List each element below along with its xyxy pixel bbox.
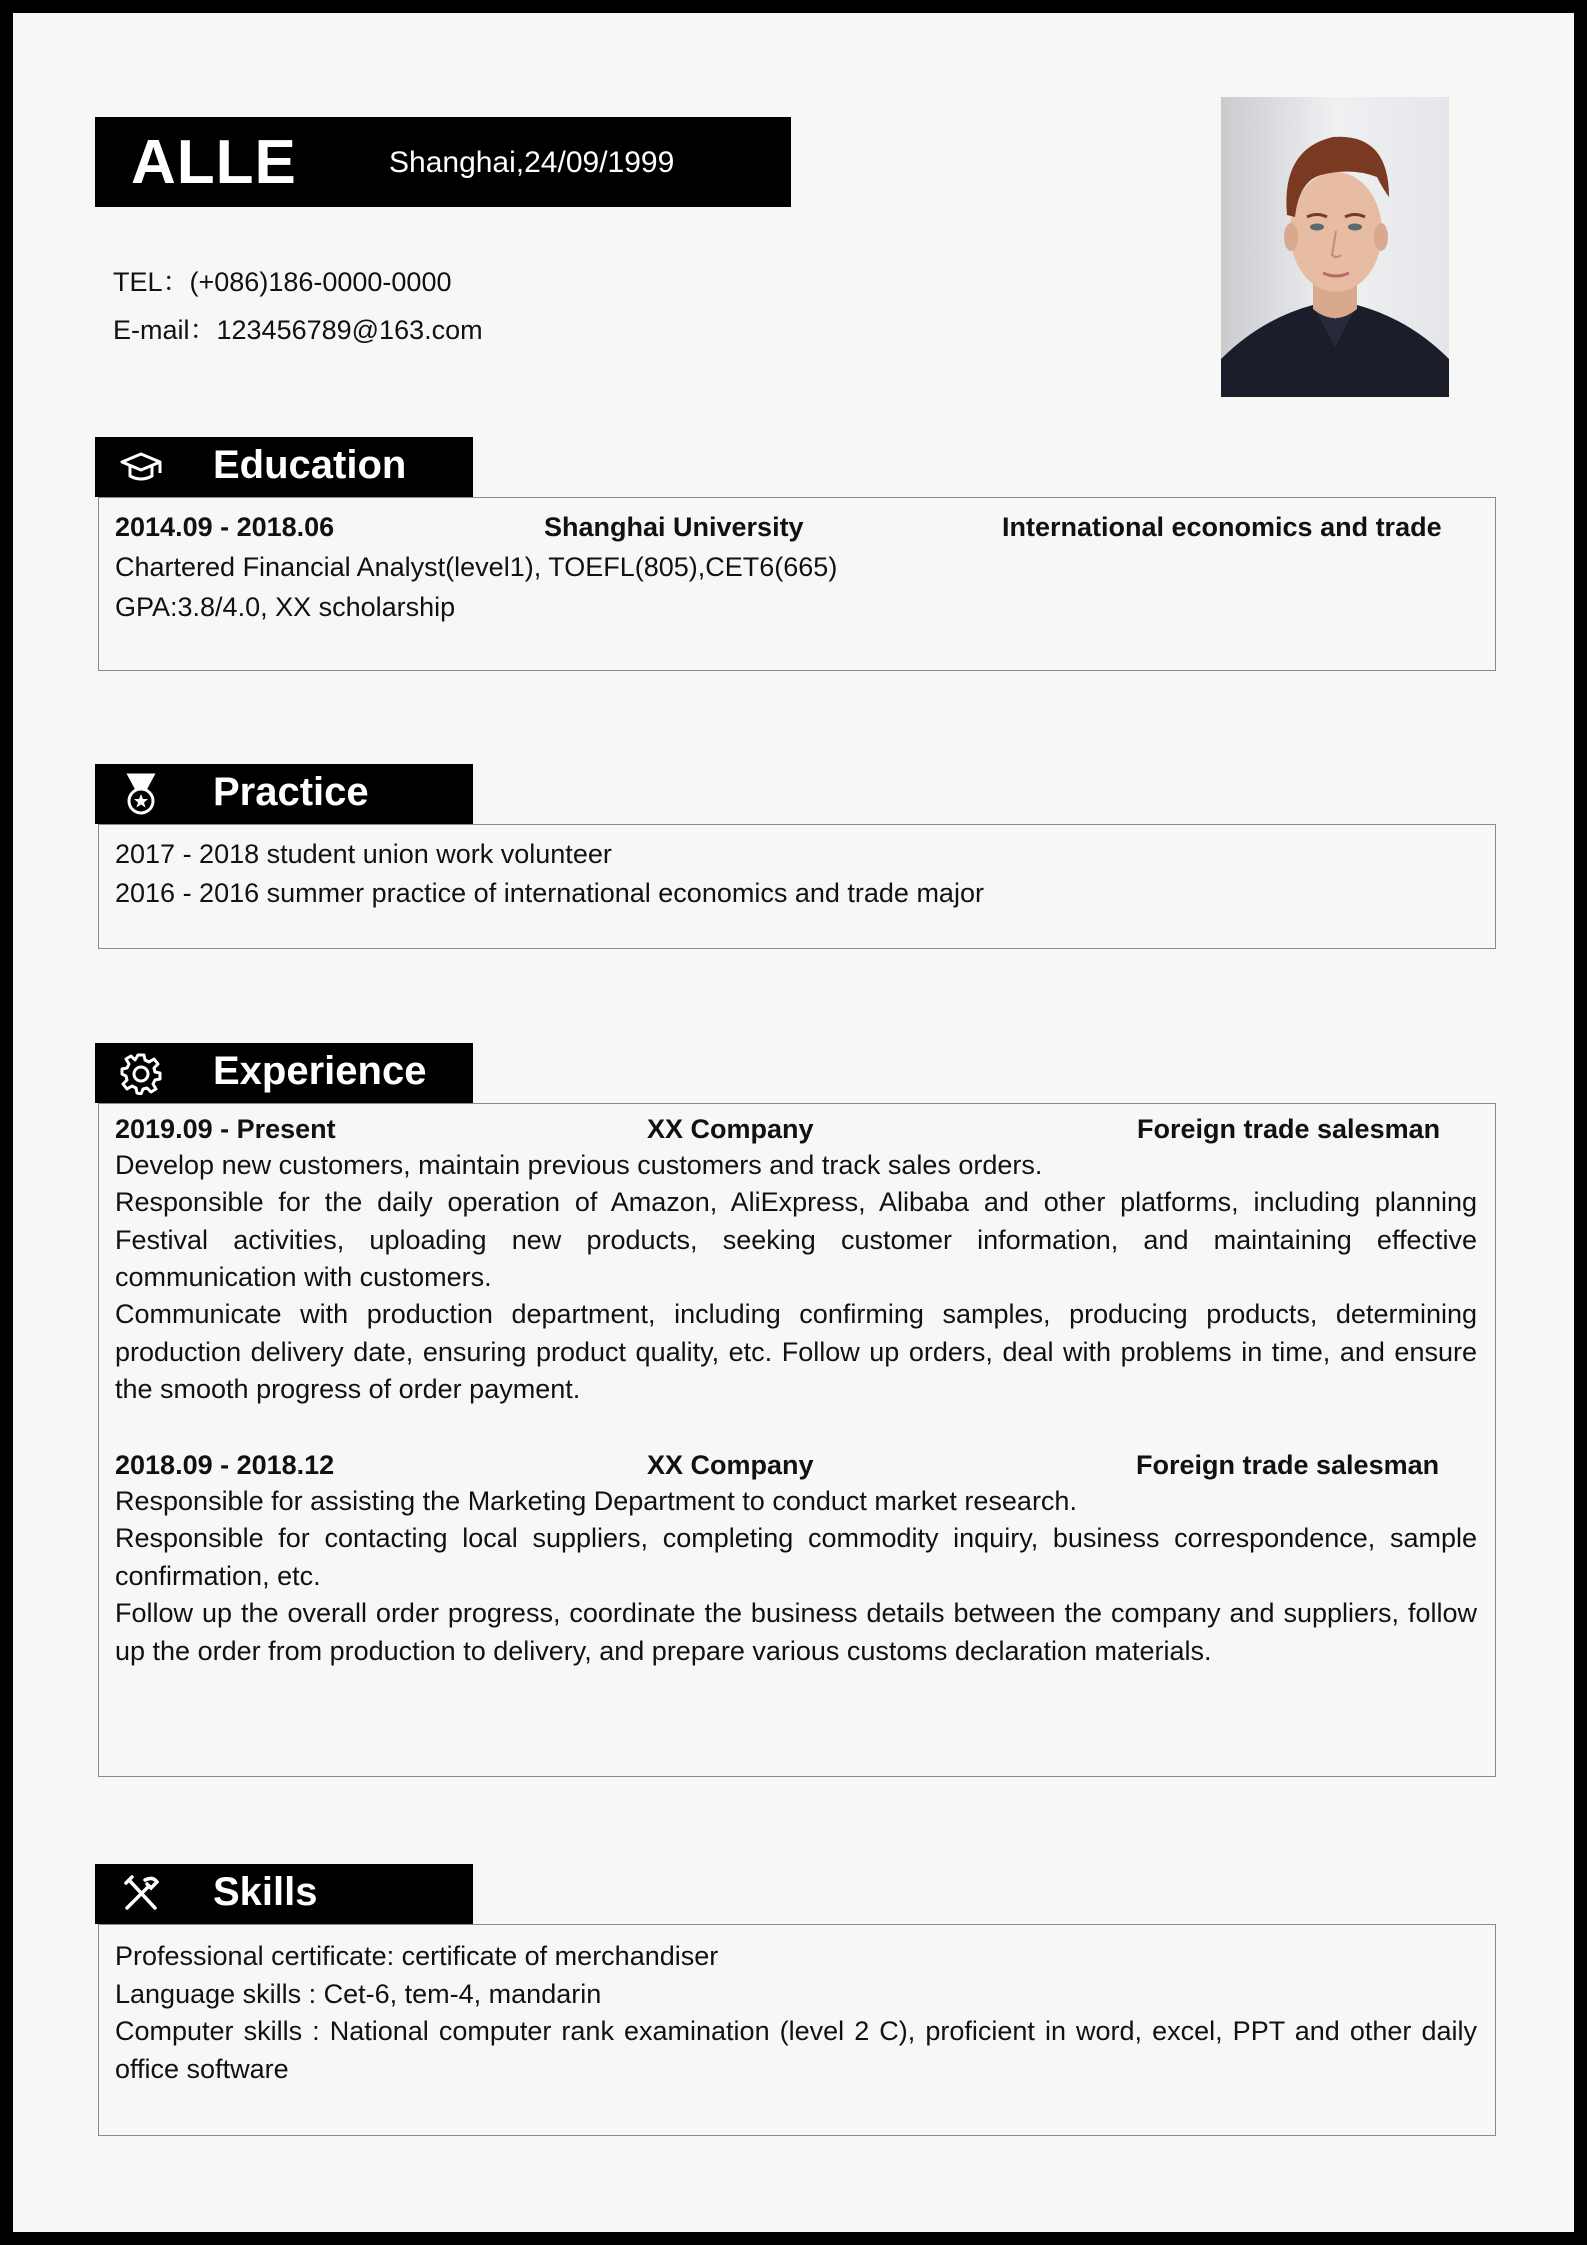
education-certificates: Chartered Financial Analyst(level1), TOEFL(805),CET6(665) (115, 552, 838, 582)
practice-item: 2016 - 2016 summer practice of international economics and trade major (115, 878, 984, 908)
education-title: Education (213, 443, 407, 487)
skills-title: Skills (213, 1870, 318, 1914)
resume-page (13, 13, 1574, 2232)
education-summary-row (115, 509, 1477, 546)
candidate-name: ALLE (131, 128, 297, 197)
job-company: XX Company (647, 1450, 814, 1480)
job-duty: Responsible for assisting the Marketing Department to conduct market research. (115, 1486, 1077, 1516)
education-major: International economics and trade (1002, 512, 1442, 542)
job-period: 2019.09 - Present (115, 1114, 336, 1144)
tools-icon (119, 1872, 163, 1916)
gear-icon (119, 1051, 163, 1095)
graduation-cap-icon (119, 445, 163, 489)
name-banner (95, 117, 791, 207)
job-summary-row (115, 1111, 1477, 1148)
job-period: 2018.09 - 2018.12 (115, 1450, 335, 1480)
practice-title: Practice (213, 770, 369, 814)
education-period: 2014.09 - 2018.06 (115, 512, 335, 542)
job-company: XX Company (647, 1114, 814, 1144)
job-duty: Develop new customers, maintain previous customers and track sales orders. (115, 1150, 1043, 1180)
skills-section-header (95, 1864, 473, 1924)
experience-section-header (95, 1043, 473, 1103)
skill-item: Professional certificate: certificate of merchandiser (115, 1941, 719, 1971)
profile-photo (1221, 97, 1449, 397)
practice-item: 2017 - 2018 student union work volunteer (115, 839, 612, 869)
job-role: Foreign trade salesman (1136, 1450, 1440, 1480)
job-summary-row (115, 1447, 1477, 1484)
job-duty: Communicate with production department, including confirming samples, producing products, determining production delivery date, ensuring product quality, etc. Follow up orders, deal with problems in time, and ensure the smooth progress of order payment. (115, 1299, 1477, 1404)
education-section-header (95, 437, 473, 497)
job-duty: Responsible for the daily operation of Amazon, AliExpress, Alibaba and other platforms, including planning Festival activities, uploading new products, seeking customer information, and maintaining effective communication with customers. (115, 1187, 1477, 1292)
education-gpa: GPA:3.8/4.0, XX scholarship (115, 592, 456, 622)
email-address: E-mail：123456789@163.com (113, 315, 483, 345)
practice-section-header (95, 764, 473, 824)
medal-icon (119, 772, 163, 816)
job-role: Foreign trade salesman (1137, 1114, 1441, 1144)
skill-item: Language skills : Cet-6, tem-4, mandarin (115, 1979, 602, 2009)
phone-number: TEL：(+086)186-0000-0000 (113, 267, 452, 297)
skill-item: Computer skills : National computer rank examination (level 2 C), proficient in word, excel, PPT and other daily office software (115, 2016, 1477, 2084)
job-duty: Follow up the overall order progress, coordinate the business details between the company and suppliers, follow up the order from production to delivery, and prepare various customs declaration materials. (115, 1598, 1477, 1666)
education-school: Shanghai University (544, 512, 804, 542)
job-duty: Responsible for contacting local suppliers, completing commodity inquiry, business correspondence, sample confirmation, etc. (115, 1523, 1477, 1591)
birthplace-date: Shanghai,24/09/1999 (389, 146, 675, 179)
experience-title: Experience (213, 1049, 427, 1093)
